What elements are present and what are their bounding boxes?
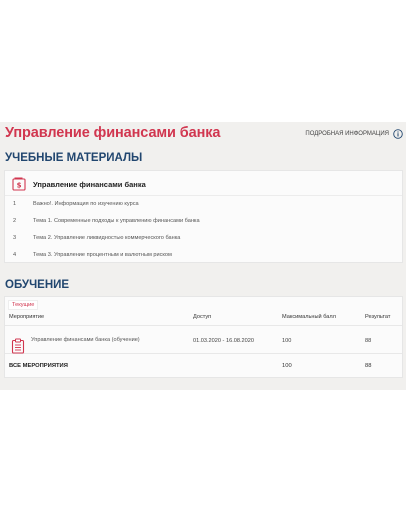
event-name[interactable]: Управление финансами банка (обучение) bbox=[31, 337, 140, 343]
material-number: 1 bbox=[13, 200, 17, 207]
total-max-score: 100 bbox=[282, 363, 292, 369]
total-result: 88 bbox=[365, 363, 372, 369]
list-item[interactable] bbox=[5, 195, 402, 212]
page-title: Управление финансами банка bbox=[5, 125, 221, 141]
svg-text:$: $ bbox=[16, 181, 22, 190]
list-item[interactable] bbox=[5, 246, 402, 263]
materials-list bbox=[5, 195, 402, 263]
details-link-label: ПОДРОБНАЯ ИНФОРМАЦИЯ bbox=[305, 131, 389, 137]
course-title: Управление финансами банка bbox=[33, 179, 146, 189]
material-title: Тема 1. Современные подходы к управлению финансами банка bbox=[33, 217, 200, 224]
total-label: ВСЕ МЕРОПРИЯТИЯ bbox=[9, 363, 68, 369]
course-header[interactable] bbox=[12, 176, 146, 192]
tab-current[interactable]: Текущие bbox=[8, 300, 38, 310]
info-icon bbox=[393, 129, 403, 139]
details-link[interactable] bbox=[305, 128, 403, 140]
material-title: Важно!. Информация по изучению курса bbox=[33, 200, 139, 207]
materials-card bbox=[4, 170, 403, 263]
material-title: Тема 2. Управление ликвидностью коммерческого банка bbox=[33, 234, 181, 241]
material-title: Тема 3. Управление процентным и валютным риском bbox=[33, 251, 172, 258]
material-number: 4 bbox=[13, 251, 17, 258]
event-access: 01.03.2020 - 16.08.2020 bbox=[193, 338, 254, 344]
learning-section-title: ОБУЧЕНИЕ bbox=[5, 279, 70, 291]
clipboard-icon bbox=[11, 338, 25, 354]
event-max-score: 100 bbox=[282, 338, 292, 344]
table-row[interactable] bbox=[5, 327, 402, 354]
material-number: 2 bbox=[13, 217, 17, 224]
column-header-result: Результат bbox=[365, 314, 391, 320]
material-number: 3 bbox=[13, 234, 17, 241]
list-item[interactable] bbox=[5, 212, 402, 229]
event-result: 88 bbox=[365, 338, 372, 344]
total-row bbox=[5, 357, 402, 375]
materials-section-title: УЧЕБНЫЕ МАТЕРИАЛЫ bbox=[5, 152, 143, 164]
column-header-access: Доступ bbox=[193, 314, 212, 320]
table-header bbox=[5, 314, 402, 326]
column-header-event: Мероприятие bbox=[9, 314, 45, 320]
learning-card bbox=[4, 296, 403, 378]
column-header-max-score: Максимальный балл bbox=[282, 314, 336, 320]
list-item[interactable] bbox=[5, 229, 402, 246]
course-document-icon bbox=[12, 177, 26, 191]
